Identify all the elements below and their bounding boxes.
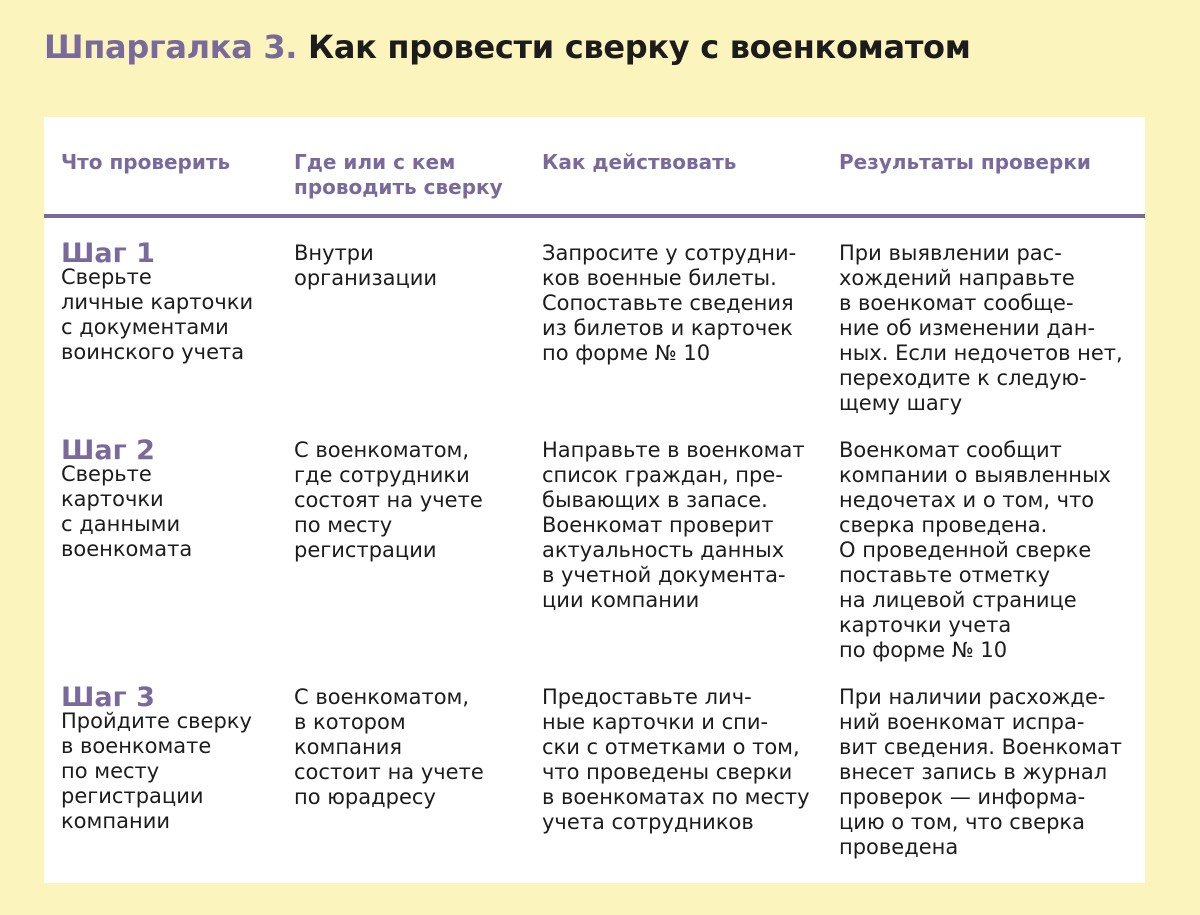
cell-result: [839, 241, 1123, 416]
text-line: Военкомат проверит: [542, 513, 774, 537]
text-line: личные карточки: [61, 290, 254, 314]
text-line: Направьте в военкомат: [542, 438, 805, 462]
text-line: состоит на учете: [294, 760, 484, 784]
text-line: ных. Если недочетов нет,: [839, 341, 1123, 365]
text-line: состоят на учете: [294, 488, 483, 512]
text-line: щему шагу: [839, 391, 963, 415]
text-line: компания: [294, 735, 402, 759]
header-how: [542, 150, 736, 175]
text-line: поставьте отметку: [839, 563, 1050, 587]
text-line: в учетной документа-: [542, 563, 786, 587]
text-line: в военкомат сообще-: [839, 291, 1074, 315]
text-line: проведена: [839, 835, 959, 859]
text-line: С военкоматом,: [294, 685, 470, 709]
text-line: в котором: [294, 710, 406, 734]
header-line: Результаты проверки: [839, 150, 1091, 174]
header-line: Как действовать: [542, 150, 737, 174]
text-line: карточки: [61, 487, 164, 511]
step-label: Шаг 1: [61, 238, 155, 269]
text-line: с данными: [61, 512, 181, 536]
cell-how: [542, 438, 805, 613]
text-line: по форме № 10: [542, 341, 711, 365]
cell-result: [839, 685, 1122, 860]
text-line: что проведены сверки: [542, 760, 793, 784]
text-line: бывающих в запасе.: [542, 488, 768, 512]
step-label: Шаг 3: [61, 682, 155, 713]
text-line: компании о выявленных: [839, 463, 1111, 487]
text-line: компании: [61, 809, 170, 833]
text-line: внесет запись в журнал: [839, 760, 1108, 784]
header-what: [61, 150, 230, 175]
text-line: ние об изменении дан-: [839, 316, 1096, 340]
text-line: где сотрудники: [294, 463, 470, 487]
cell-how: [542, 241, 796, 366]
checklist-table: [44, 117, 1145, 883]
header-line: проводить сверку: [294, 175, 503, 199]
text-line: недочетах и о том, что: [839, 488, 1095, 512]
text-line: ний военкомат испра-: [839, 710, 1085, 734]
text-line: Пройдите сверку: [61, 709, 252, 733]
text-line: При выявлении рас-: [839, 241, 1062, 265]
text-line: военкомата: [61, 537, 193, 561]
text-line: О проведенной сверке: [839, 538, 1092, 562]
header-line: Где или с кем: [294, 150, 456, 174]
text-line: по месту: [61, 759, 160, 783]
page-title: [44, 28, 971, 66]
text-line: переходите к следую-: [839, 366, 1087, 390]
text-line: из билетов и карточек: [542, 316, 793, 340]
text-line: воинского учета: [61, 340, 245, 364]
cell-how: [542, 685, 810, 835]
text-line: проверок — информа-: [839, 785, 1086, 809]
text-line: в военкомате: [61, 734, 212, 758]
text-line: Сверьте: [61, 462, 152, 486]
text-line: в военкоматах по месту: [542, 785, 810, 809]
text-line: организации: [294, 266, 438, 290]
text-line: ски с отметками о том,: [542, 735, 800, 759]
text-line: карточки учета: [839, 613, 1012, 637]
text-line: Запросите у сотрудни-: [542, 241, 797, 265]
header-result: [839, 150, 1091, 175]
text-line: хождений направьте: [839, 266, 1075, 290]
text-line: ков военные билеты.: [542, 266, 777, 290]
cell-what: [61, 683, 252, 834]
cell-where: [294, 685, 484, 810]
text-line: по месту: [294, 513, 393, 537]
text-line: регистрации: [61, 784, 204, 808]
cell-where: [294, 438, 483, 563]
text-line: ные карточки и спи-: [542, 710, 769, 734]
text-line: цию о том, что сверка: [839, 810, 1085, 834]
step-label: Шаг 2: [61, 435, 155, 466]
text-line: актуальность данных: [542, 538, 785, 562]
text-line: Сопоставьте сведения: [542, 291, 794, 315]
text-line: Внутри: [294, 241, 374, 265]
text-line: сверка проведена.: [839, 513, 1048, 537]
text-line: на лицевой странице: [839, 588, 1077, 612]
text-line: с документами: [61, 315, 229, 339]
text-line: регистрации: [294, 538, 437, 562]
text-line: список граждан, пре-: [542, 463, 783, 487]
header-line: Что проверить: [61, 150, 231, 174]
text-line: по форме № 10: [839, 638, 1008, 662]
cell-what: [61, 436, 192, 562]
text-line: по юрадресу: [294, 785, 436, 809]
cell-what: [61, 239, 253, 365]
text-line: С военкоматом,: [294, 438, 470, 462]
text-line: учета сотрудников: [542, 810, 754, 834]
text-line: Военкомат сообщит: [839, 438, 1062, 462]
text-line: Предоставьте лич-: [542, 685, 752, 709]
text-line: ции компании: [542, 588, 700, 612]
text-line: Сверьте: [61, 265, 152, 289]
title-main: Как провести сверку с военкоматом: [308, 28, 971, 66]
title-prefix: Шпаргалка 3.: [44, 28, 298, 66]
text-line: При наличии расхожде-: [839, 685, 1106, 709]
text-line: вит сведения. Военкомат: [839, 735, 1122, 759]
table-header: [44, 117, 1145, 218]
cell-result: [839, 438, 1111, 663]
cell-where: [294, 241, 437, 291]
header-where: [294, 150, 503, 200]
